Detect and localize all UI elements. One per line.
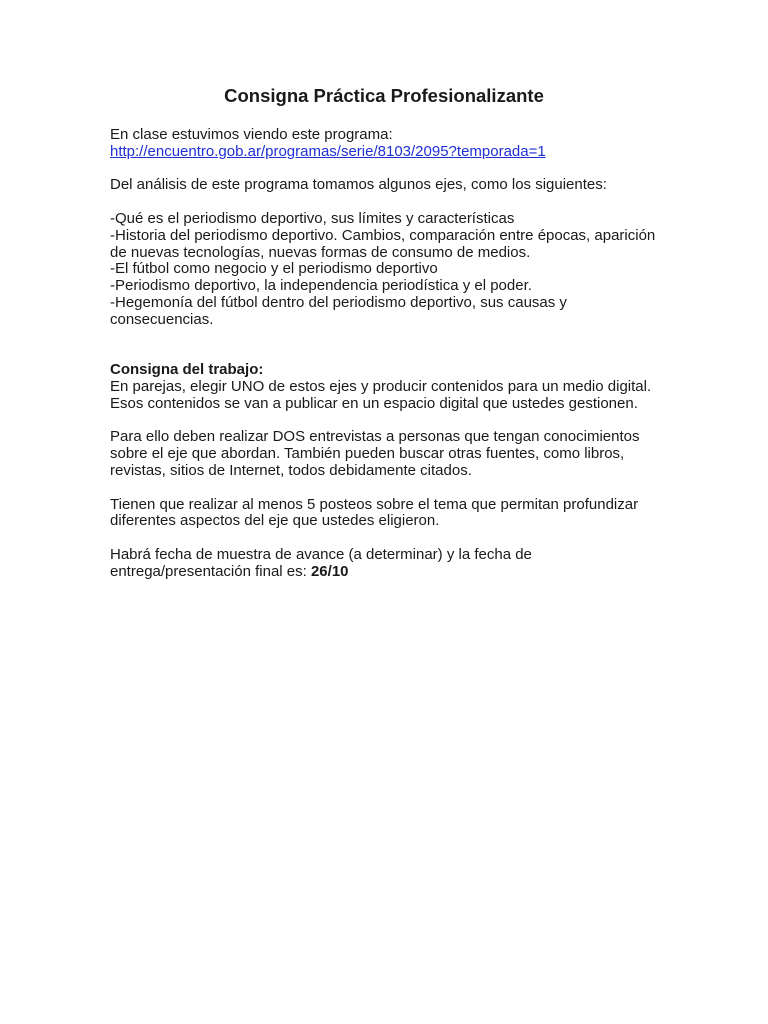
document-title: Consigna Práctica Profesionalizante bbox=[224, 85, 544, 106]
deadline-paragraph bbox=[110, 547, 670, 581]
spacer bbox=[110, 413, 670, 430]
axes-list bbox=[110, 211, 670, 329]
analysis-intro: Del análisis de este programa tomamos algunos ejes, como los siguientes: bbox=[110, 176, 607, 194]
axis-item: -Historia del periodismo deportivo. Cambios, comparación entre épocas, aparición de nuevas tecnologías, nuevas formas de consumo de medios. bbox=[110, 226, 656, 261]
deadline-text: Habrá fecha de muestra de avance (a determinar) y la fecha de entrega/presentación final es: bbox=[110, 545, 532, 580]
intro-text: En clase estuvimos viendo este programa: bbox=[110, 126, 393, 143]
assignment-paragraph-1: En parejas, elegir UNO de estos ejes y producir contenidos para un medio digital. Esos contenidos se van a publicar en un espacio digital que ustedes gestionen. bbox=[110, 377, 652, 412]
spacer bbox=[110, 480, 670, 497]
spacer bbox=[110, 161, 670, 178]
assignment-paragraph-3: Tienen que realizar al menos 5 posteos sobre el tema que permitan profundizar diferentes aspectos del eje que ustedes eligieron. bbox=[110, 495, 639, 530]
deadline-date: 26/10 bbox=[310, 562, 349, 580]
document-body bbox=[110, 85, 670, 581]
program-link-line bbox=[110, 144, 670, 161]
assignment-heading bbox=[110, 362, 670, 379]
assignment-paragraph-2: Para ello deben realizar DOS entrevistas a personas que tengan conocimientos sobre el eje que abordan. También pueden buscar otras fuentes, como libros, revistas, sitios de Internet, todos debidamente citados. bbox=[110, 428, 640, 479]
axis-item: -Hegemonía del fútbol dentro del periodismo deportivo, sus causas y consecuencias. bbox=[110, 293, 567, 328]
program-link[interactable]: http://encuentro.gob.ar/programas/serie/8103/2095?temporada=1 bbox=[110, 142, 546, 160]
axis-item: -Qué es el periodismo deportivo, sus límites y características bbox=[110, 209, 515, 227]
spacer bbox=[110, 329, 670, 363]
axis-item: -El fútbol como negocio y el periodismo deportivo bbox=[110, 260, 438, 278]
spacer bbox=[110, 194, 670, 211]
assignment-heading-text: Consigna del trabajo: bbox=[110, 361, 264, 379]
spacer bbox=[110, 530, 670, 547]
axis-item: -Periodismo deportivo, la independencia periodística y el poder. bbox=[110, 277, 532, 295]
